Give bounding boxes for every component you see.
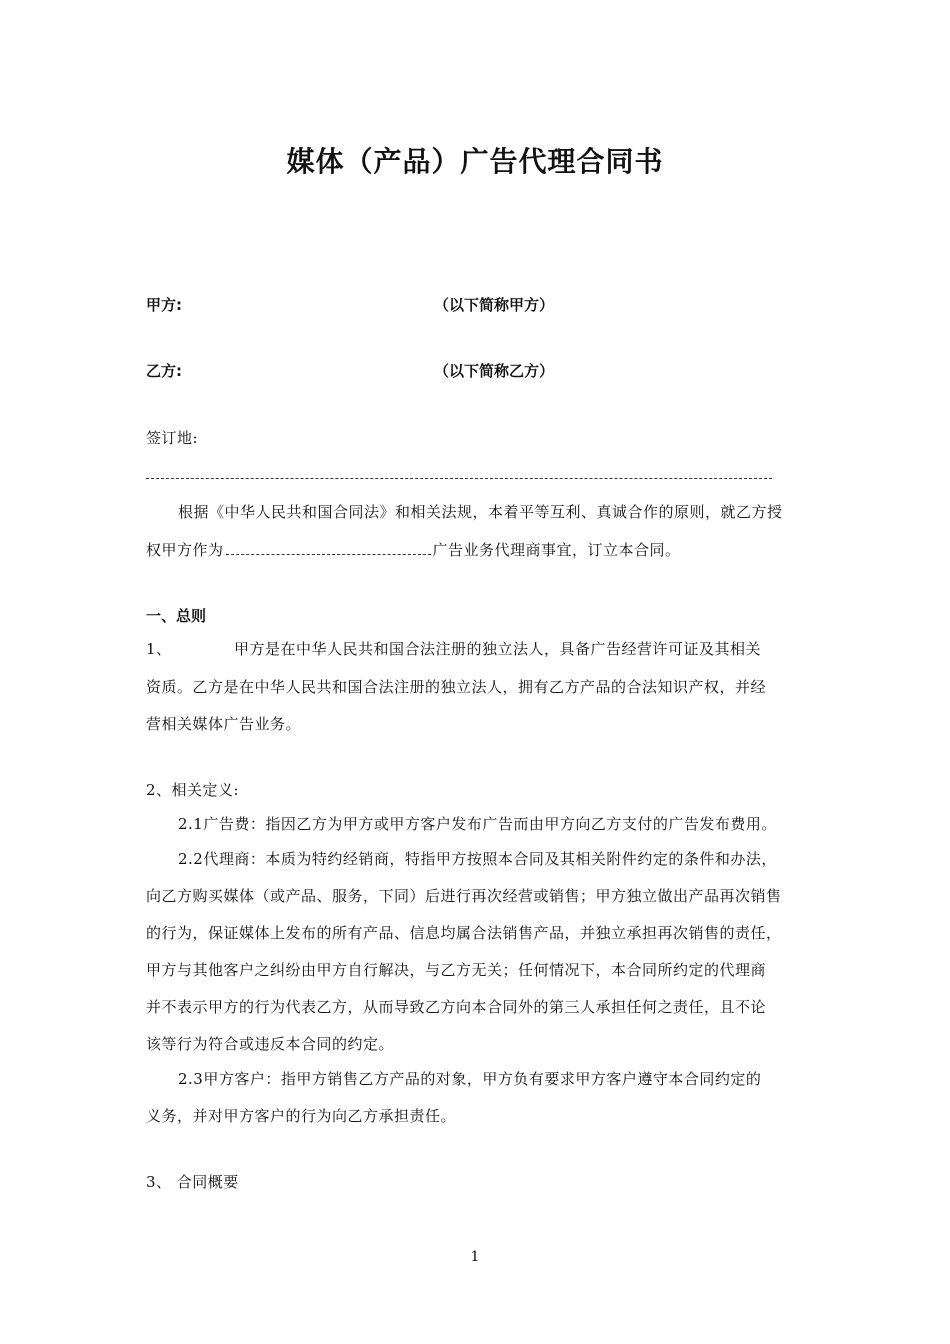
item1-line-3: 营相关媒体广告业务。 bbox=[146, 715, 302, 733]
item2-heading: 2、相关定义: bbox=[146, 781, 240, 799]
party-a-note: （以下简称甲方） bbox=[434, 296, 555, 314]
intro-line-2-end: 广告业务代理商事宜，订立本合同。 bbox=[432, 541, 681, 559]
page-number: 1 bbox=[470, 1249, 480, 1265]
blank-line bbox=[226, 542, 431, 555]
party-b-note: （以下简称乙方） bbox=[434, 362, 555, 380]
section-heading-general: 一、总则 bbox=[146, 607, 207, 625]
party-b-label: 乙方: bbox=[146, 362, 182, 380]
def1: 2.1广告费：指因乙方为甲方或甲方客户发布广告而由甲方向乙方支付的广告发布费用。 bbox=[178, 815, 777, 833]
def2-line-5: 并不表示甲方的行为代表乙方，从而导致乙方向本合同外的第三人承担任何之责任，且不论 bbox=[146, 998, 767, 1016]
def2-line-4: 甲方与其他客户之纠纷由甲方自行解决，与乙方无关；任何情况下，本合同所约定的代理商 bbox=[146, 961, 767, 979]
page-title: 媒体（产品）广告代理合同书 bbox=[286, 145, 664, 178]
def2-line-6: 该等行为符合或违反本合同的约定。 bbox=[146, 1035, 395, 1053]
item1-line-2: 资质。乙方是在中华人民共和国合法注册的独立法人，拥有乙方产品的合法知识产权，并经 bbox=[146, 678, 767, 696]
intro-line-2 bbox=[146, 539, 681, 560]
sign-place-label: 签订地: bbox=[146, 429, 199, 447]
item3-heading: 3、 合同概要 bbox=[146, 1173, 239, 1191]
item1-number: 1、 bbox=[146, 640, 172, 658]
def2-line-1: 2.2代理商：本质为特约经销商，特指甲方按照本合同及其相关附件约定的条件和办法， bbox=[178, 850, 777, 868]
def3-line-1: 2.3甲方客户：指甲方销售乙方产品的对象，甲方负有要求甲方客户遵守本合同约定的 bbox=[178, 1070, 762, 1088]
def2-line-3: 的行为，保证媒体上发布的所有产品、信息均属合法销售产品，并独立承担再次销售的责任， bbox=[146, 924, 782, 942]
intro-line-2-start: 权甲方作为 bbox=[146, 541, 224, 559]
party-a-label: 甲方: bbox=[146, 296, 182, 314]
intro-line-1: 根据《中华人民共和国合同法》和相关法规，本着平等互利、真诚合作的原则，就乙方授 bbox=[178, 503, 783, 521]
def3-line-2: 义务，并对甲方客户的行为向乙方承担责任。 bbox=[146, 1107, 457, 1125]
item1-line-1: 甲方是在中华人民共和国合法注册的独立法人，具备广告经营许可证及其相关 bbox=[234, 640, 762, 658]
def2-line-2: 向乙方购买媒体（或产品、服务，下同）后进行再次经营或销售；甲方独立做出产品再次销售 bbox=[146, 887, 782, 905]
divider bbox=[146, 478, 772, 479]
